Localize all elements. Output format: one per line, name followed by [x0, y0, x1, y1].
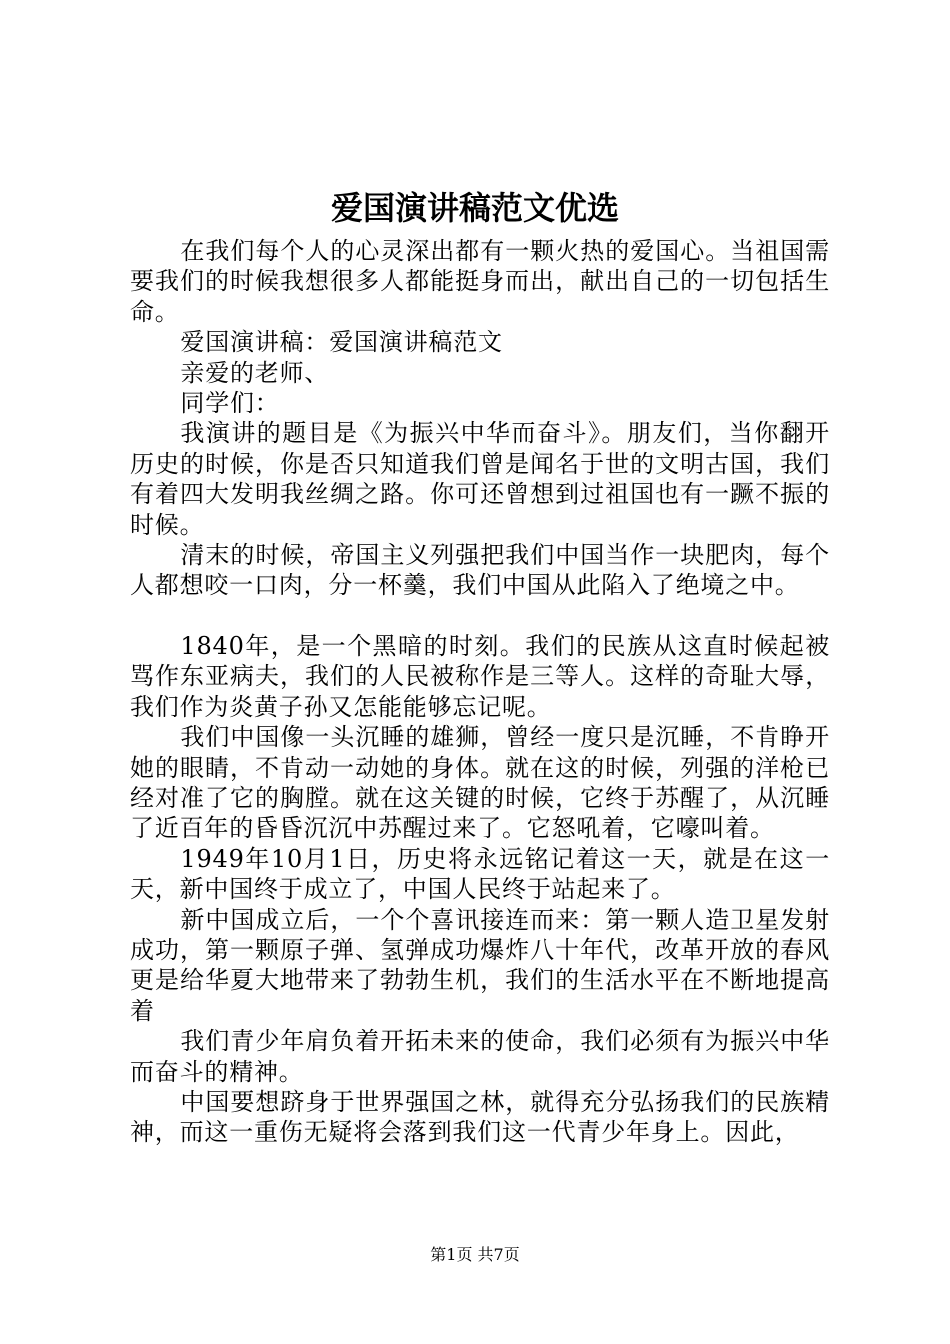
paragraph: 中国要想跻身于世界强国之林，就得充分弘扬我们的民族精神，而这一重伤无疑将会落到我们这一代青少年身上。因此， — [130, 1087, 830, 1147]
document-title: 爱国演讲稿范文优选 — [330, 189, 619, 227]
paragraph: 1949年10月1日，历史将永远铭记着这一天，就是在这一天，新中国终于成立了，中国人民终于站起来了。 — [130, 844, 830, 904]
paragraph: 新中国成立后，一个个喜讯接连而来：第一颗人造卫星发射成功，第一颗原子弹、氢弹成功爆炸八十年代，改革开放的春风更是给华夏大地带来了勃勃生机，我们的生活水平在不断地提高着 — [130, 905, 830, 1025]
paragraph: 清末的时候，帝国主义列强把我们中国当作一块肥肉，每个人都想咬一口肉，分一杯羹，我们中国从此陷入了绝境之中。 — [130, 541, 830, 600]
paragraph: 爱国演讲稿：爱国演讲稿范文 — [180, 328, 503, 357]
paragraph: 我演讲的题目是《为振兴中华而奋斗》。朋友们，当你翻开历史的时候，你是否只知道我们曾是闻名于世的文明古国，我们有着四大发明我丝绸之路。你可还曾想到过祖国也有一蹶不振的时候。 — [130, 419, 830, 539]
paragraph: 亲爱的老师、 — [180, 358, 330, 387]
page-number-footer: 第1页 共7页 — [430, 1245, 520, 1264]
paragraph: 同学们： — [180, 389, 280, 418]
paragraph: 在我们每个人的心灵深出都有一颗火热的爱国心。当祖国需要我们的时候我想很多人都能挺身而出，献出自己的一切包括生命。 — [130, 237, 830, 326]
document-body — [130, 236, 830, 1148]
paragraph: 我们中国像一头沉睡的雄狮，曾经一度只是沉睡，不肯睁开她的眼睛，不肯动一动她的身体。就在这的时候，列强的洋枪已经对准了它的胸膛。就在这关键的时候，它终于苏醒了，从沉睡了近百年的昏昏沉沉中苏醒过来了。它怒吼着，它嚎叫着。 — [130, 723, 830, 843]
paragraph: 我们青少年肩负着开拓未来的使命，我们必须有为振兴中华而奋斗的精神。 — [130, 1027, 830, 1086]
paragraph: 1840年，是一个黑暗的时刻。我们的民族从这直时候起被骂作东亚病夫，我们的人民被称作是三等人。这样的奇耻大辱，我们作为炎黄子孙又怎能能够忘记呢。 — [130, 631, 830, 721]
